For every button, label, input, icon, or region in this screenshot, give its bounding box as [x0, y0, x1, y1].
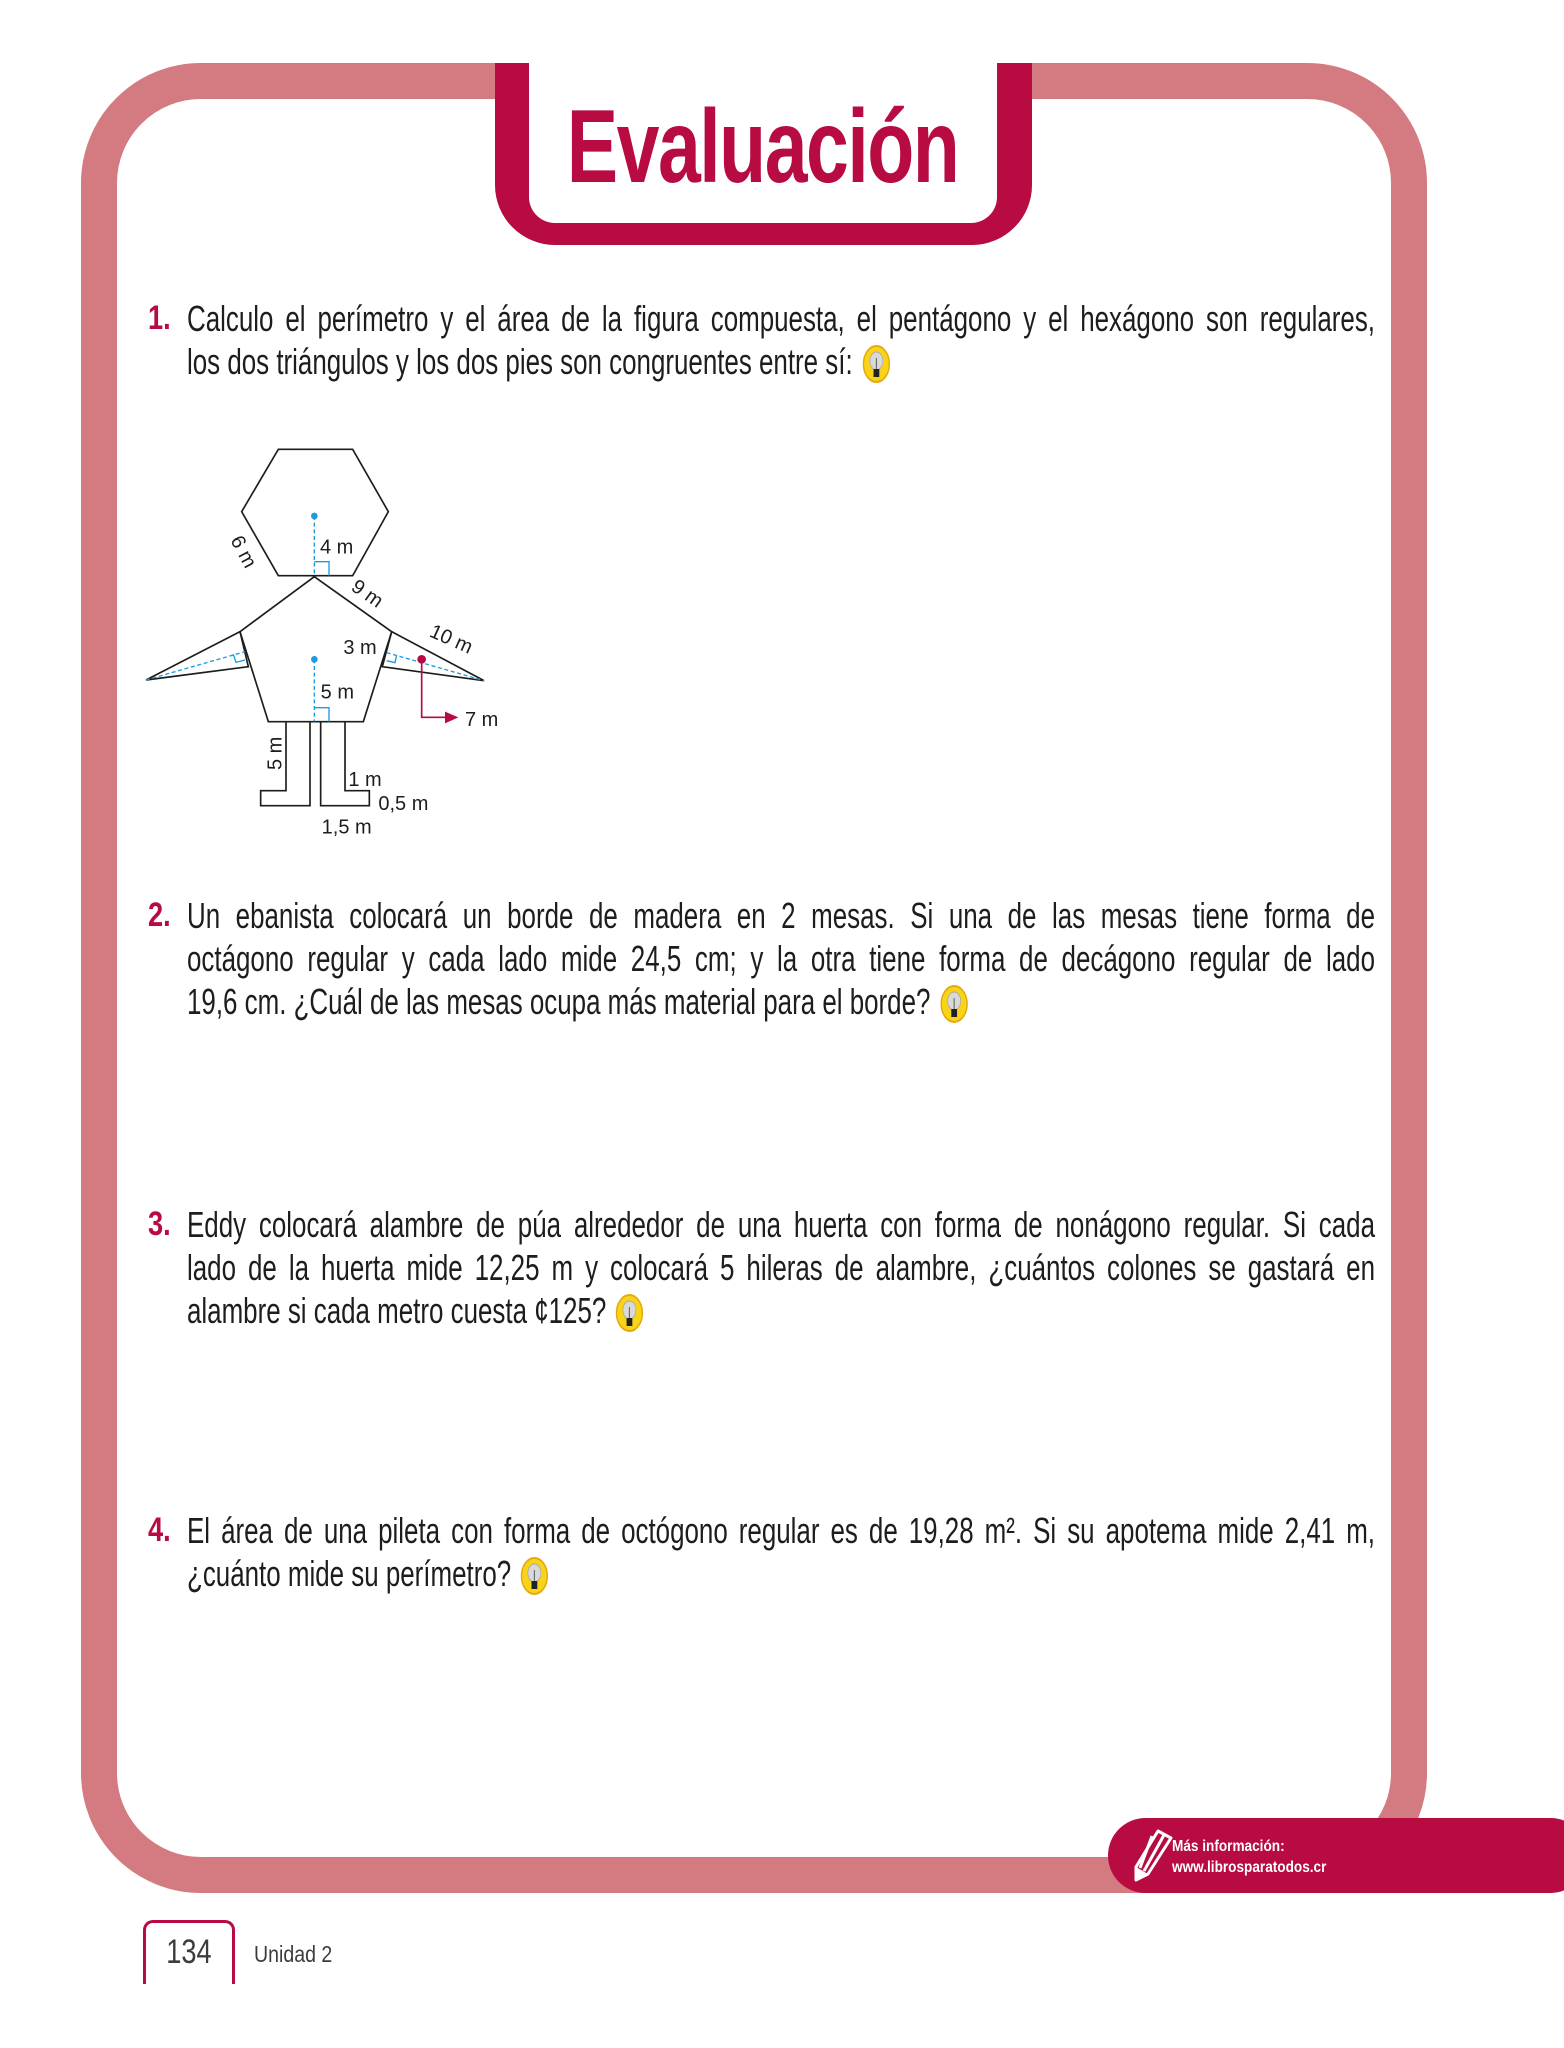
question-text-line: Calculo el perímetro y el área de la figura compuesta, el pentágono y el hexágono son regulares, [187, 298, 1375, 339]
hex-apothem-label: 4 m [320, 536, 354, 559]
page-number: 134 [166, 1933, 212, 1971]
tri-height-label: 7 m [465, 709, 499, 731]
page-title: Evaluación [567, 88, 959, 205]
lightbulb-icon[interactable] [611, 1293, 649, 1333]
question-text-line: lado de la huerta mide 12,25 m y colocará 5 hileras de alambre, ¿cuántos colones se gastará en [187, 1247, 1375, 1288]
question-text: ¿cuánto mide su perímetro? [187, 1553, 512, 1594]
question-number: 4. [148, 1511, 171, 1549]
question-text: 19,6 cm. ¿Cuál de las mesas ocupa más material para el borde? [187, 981, 931, 1022]
callout-arrow-line [422, 659, 449, 717]
arrow-head-icon [445, 712, 458, 724]
tri-side-label: 10 m [426, 620, 476, 659]
leg-height-label: 5 m [264, 736, 287, 770]
question-text: alambre si cada metro cuesta ¢125? [187, 1290, 607, 1331]
info-link[interactable]: www.librosparatodos.cr [1172, 1859, 1327, 1876]
left-triangle-height-line [146, 652, 245, 680]
question-text-line [187, 340, 1375, 384]
hex-side-label: 6 m [225, 532, 261, 572]
foot-width-label: 1,5 m [321, 816, 372, 839]
right-angle-mark [387, 655, 397, 663]
pencil-icon [1130, 1828, 1174, 1884]
question-number: 2. [148, 896, 171, 934]
more-info-banner[interactable] [1108, 1818, 1564, 1893]
question-text-line: Eddy colocará alambre de púa alrededor de una huerta con forma de nonágono regular. Si cada [187, 1204, 1375, 1245]
leg-width-label: 1 m [348, 769, 382, 791]
pent-apothem-label: 5 m [320, 681, 355, 704]
right-leg-shape [321, 722, 370, 806]
question-text-line: octágono regular y cada lado mide 24,5 cm; y la otra tiene forma de decágono regular de lado [187, 938, 1375, 979]
info-label: Más información: [1172, 1838, 1285, 1855]
title-tab [495, 63, 1032, 245]
right-triangle-height-line [387, 653, 484, 681]
right-angle-mark [233, 654, 245, 662]
composite-figure-diagram [130, 430, 530, 850]
page-number-box [143, 1920, 235, 1984]
question-text-line [187, 1552, 1375, 1596]
question-text-line: El área de una pileta con forma de octógono regular es de 19,28 m². Si su apotema mide 2,41 m, [187, 1510, 1375, 1551]
title-box [529, 63, 997, 223]
question-text-line: Un ebanista colocará un borde de madera en 2 mesas. Si una de las mesas tiene forma de [187, 895, 1375, 936]
question-number: 1. [148, 299, 171, 337]
pentagon-center-dot [311, 656, 318, 663]
lightbulb-icon[interactable] [515, 1556, 553, 1596]
unit-label: Unidad 2 [254, 1941, 333, 1967]
question-text-line [187, 1289, 1375, 1333]
pent-side-label: 9 m [347, 575, 388, 613]
left-triangle-shape [146, 632, 248, 680]
right-angle-mark [314, 562, 329, 576]
tri-base-label: 3 m [343, 637, 377, 659]
question-text: los dos triángulos y los dos pies son congruentes entre sí: [187, 341, 853, 382]
lightbulb-icon[interactable] [935, 984, 973, 1024]
question-text-line [187, 980, 1375, 1024]
foot-height-label: 0,5 m [378, 793, 429, 815]
question-number: 3. [148, 1205, 171, 1243]
lightbulb-icon[interactable] [857, 344, 895, 384]
right-angle-mark [314, 708, 329, 722]
hexagon-center-dot [311, 513, 318, 520]
